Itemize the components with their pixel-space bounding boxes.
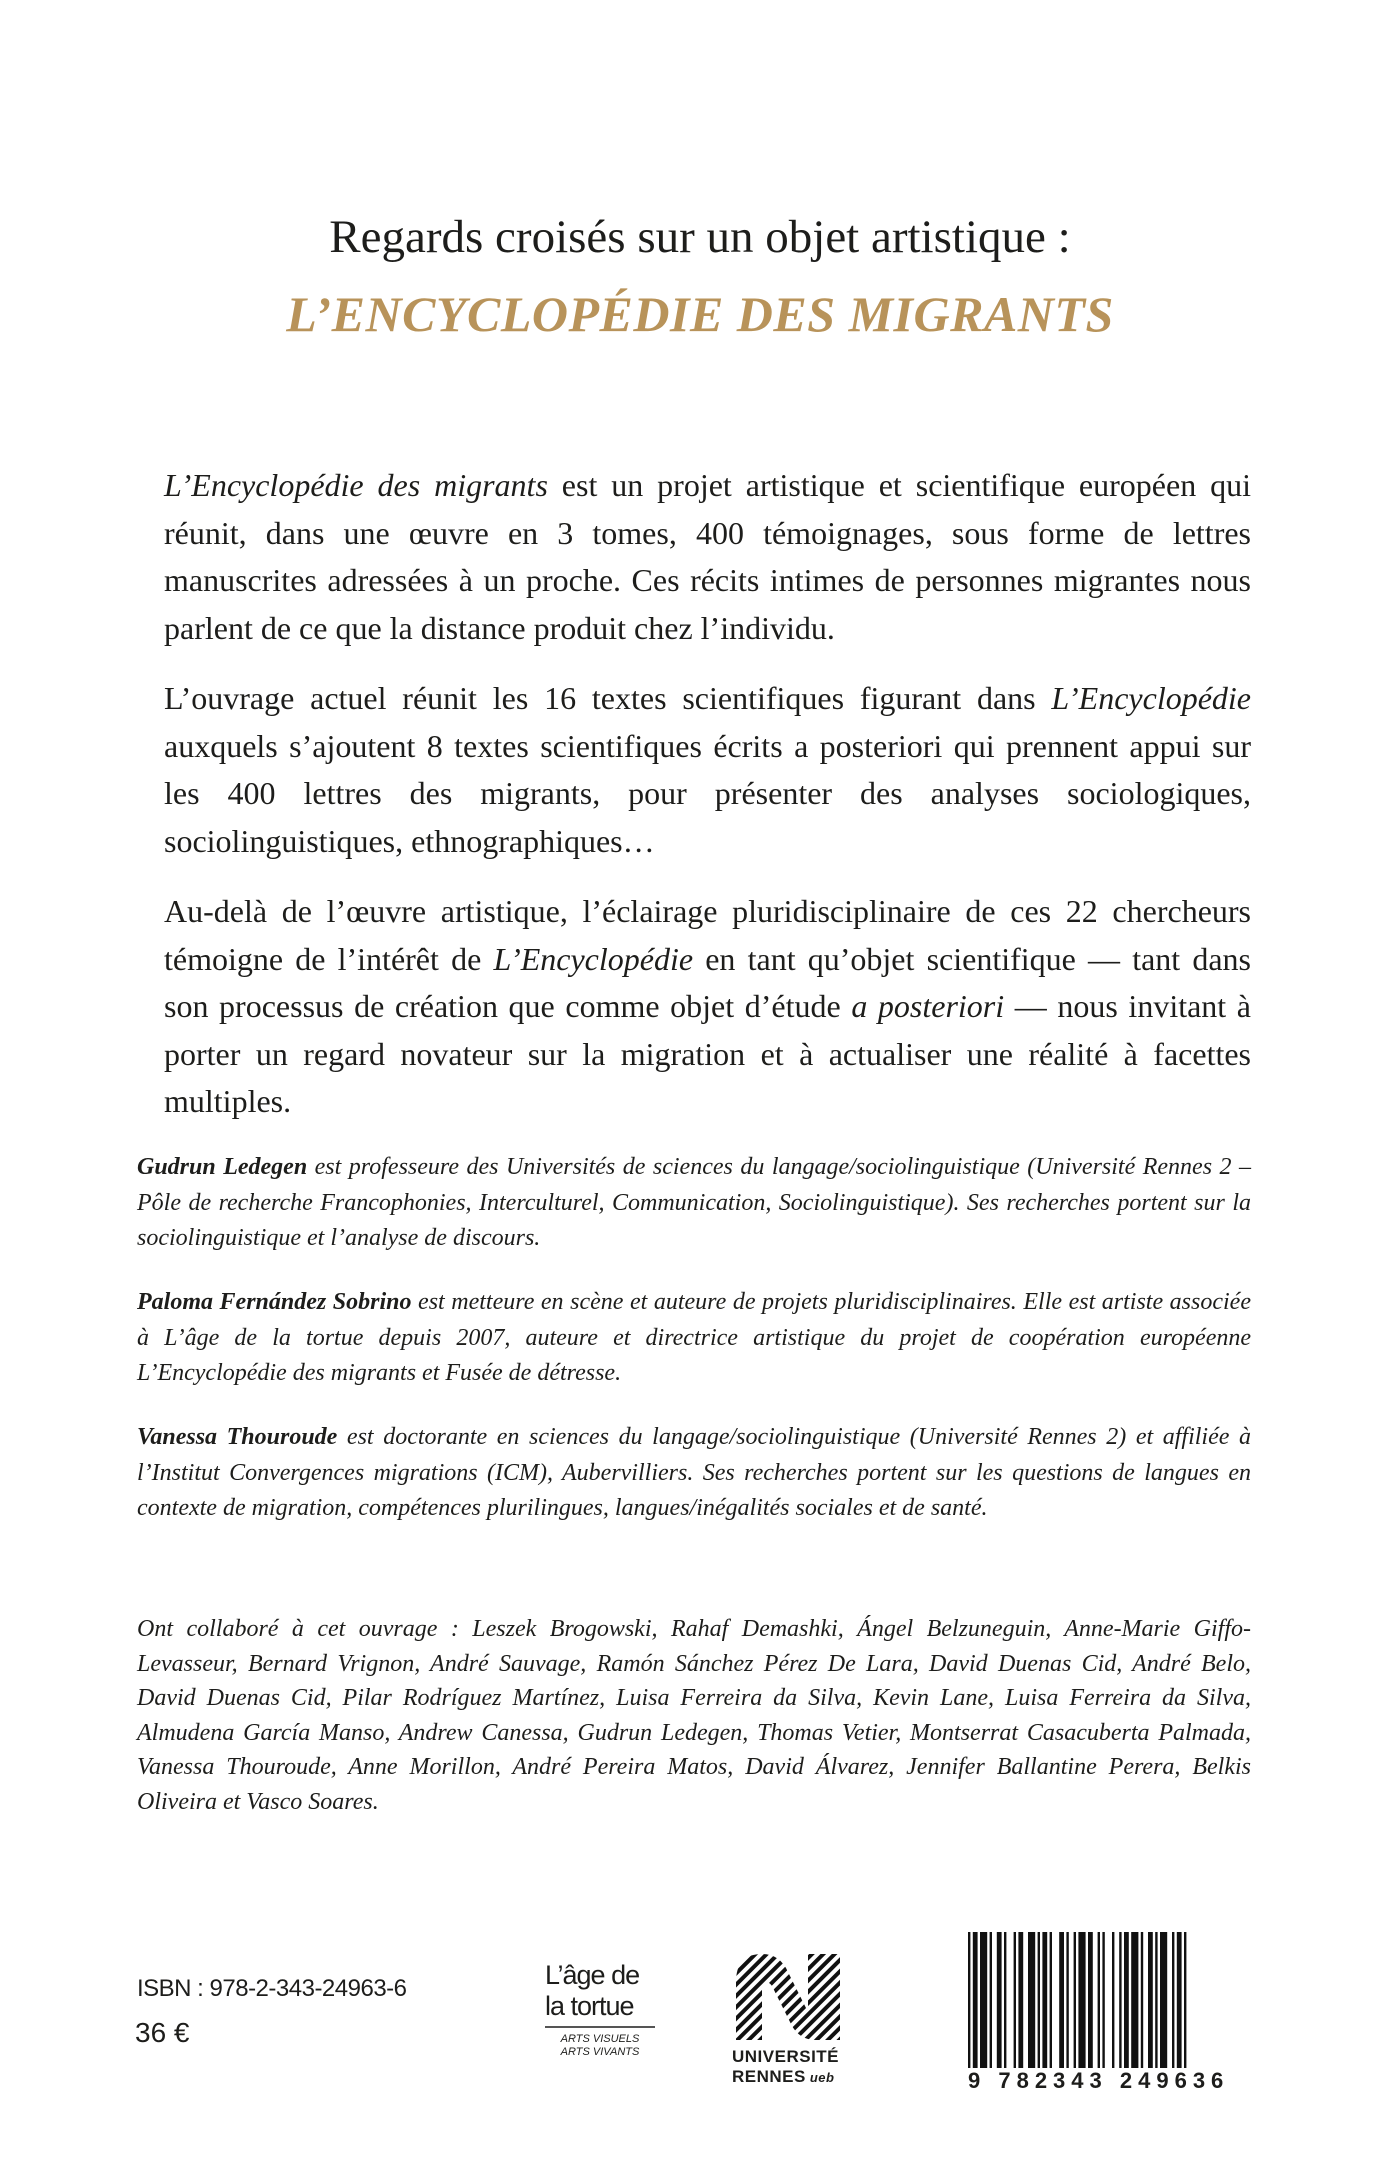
paragraph-text: en tant qu’objet scientifique — tant dans son processus de création que comme objet d’étude (164, 940, 1252, 1024)
logo-text: RENNES (732, 2067, 806, 2086)
university-logo (732, 1952, 844, 2088)
author-name: Vanessa Thouroude (137, 1424, 338, 1450)
bio-text: est metteure en scène et auteure de projets pluridisciplinaires. Elle est artiste associée à L’âge de la tortue depuis 2007, auteure et directrice artistique du projet de coopération européenne L’Encyclopédie des migrants et Fusée de détresse. (137, 1289, 1251, 1386)
logo-text: la tortue (545, 1991, 634, 2021)
logo-text: UNIVERSITÉ (732, 2047, 840, 2066)
paragraph-text: est un projet artistique et scientifique européen qui réunit, dans une œuvre en 3 tomes, 400 témoignages, sous forme de lettres manuscrites adressées à un proche. Ces récits intimes de personnes migrantes nous parlent de ce que la distance produit chez l’individu. (164, 467, 1251, 646)
publisher-logo (545, 1960, 655, 2059)
collaborators-list: Ont collaboré à cet ouvrage : Leszek Brogowski, Rahaf Demashki, Ángel Belzuneguin, Anne-Marie Giffo-Levasseur, Bernard Vrignon, André Sauvage, Ramón Sánchez Pérez De Lara, David Duenas Cid, André Belo, David Duenas Cid, Pilar Rodríguez Martínez, Luisa Ferreira da Silva, Kevin Lane, Luisa Ferreira da Silva, Almudena García Manso, Andrew Canessa, Gudrun Ledegen, Thomas Vetier, Montserrat Casacuberta Palmada, Vanessa Thouroude, Anne Morillon, André Pereira Matos, David Álvarez, Jennifer Ballantine Perera, Belkis Oliveira et Vasco Soares. (137, 1616, 1251, 1815)
paragraph-text: auxquels s’ajoutent 8 textes scientifiques écrits a posteriori qui prennent appui sur les 400 lettres des migrants, pour présenter des analyses sociologiques, sociolinguistiques, ethnographiques… (164, 727, 1251, 859)
logo-subtext: ARTS VISUELS (560, 2033, 640, 2045)
subtitle: Regards croisés sur un objet artistique : (329, 211, 1071, 263)
italic-title: L’Encyclopédie (1051, 680, 1251, 716)
author-bio (137, 1150, 1251, 1257)
italic-title: L’Encyclopédie des migrants (164, 467, 548, 503)
price: 36 € (135, 2017, 190, 2048)
summary-paragraph-2 (164, 675, 1251, 865)
author-name: Paloma Fernández Sobrino (137, 1289, 412, 1315)
paragraph-text: Au-delà de l’œuvre artistique, l’éclairage pluridisciplinaire de ces 22 chercheurs témoigne de l’intérêt de (164, 893, 1251, 977)
summary-paragraph-3 (164, 888, 1251, 1126)
author-bio (137, 1420, 1251, 1527)
paragraph-text: L’ouvrage actuel réunit les 16 textes scientifiques figurant dans (164, 680, 1052, 716)
logo-subtext: ARTS VIVANTS (560, 2046, 640, 2058)
ueb-badge: ueb (809, 2070, 835, 2085)
university-n-icon (732, 1952, 844, 2042)
bio-text: est professeure des Universités de sciences du langage/sociolinguistique (Université Rennes 2 – Pôle de recherche Francophonies, Interculturel, Communication, Sociolinguistique). Ses recherches portent sur la sociolinguistique et l’analyse de discours. (137, 1154, 1251, 1251)
barcode-digits: 9 782343 249636 (968, 2068, 1253, 2094)
author-bio (137, 1285, 1251, 1392)
italic-term: a posteriori (851, 988, 1005, 1024)
italic-title: L’Encyclopédie (493, 940, 694, 977)
summary-paragraph-1 (164, 462, 1251, 652)
logo-text (732, 2067, 844, 2088)
paragraph-text: — nous invitant à porter un regard novateur sur la migration et à actualiser une réalité à facettes multiples. (164, 988, 1252, 1119)
isbn: ISBN : 978-2-343-24963-6 (137, 1975, 407, 2002)
author-name: Gudrun Ledegen (137, 1154, 308, 1180)
bio-text: est doctorante en sciences du langage/sociolinguistique (Université Rennes 2) et affiliée à l’Institut Convergences migrations (ICM), Aubervilliers. Ses recherches portent sur les questions de langues en contexte de migration, compétences plurilingues, langues/inégalités sociales et de santé. (137, 1424, 1251, 1521)
book-title: L’ENCYCLOPÉDIE DES MIGRANTS (286, 286, 1114, 342)
logo-text: L’âge de (545, 1960, 640, 1990)
logo-rule (545, 2026, 655, 2028)
